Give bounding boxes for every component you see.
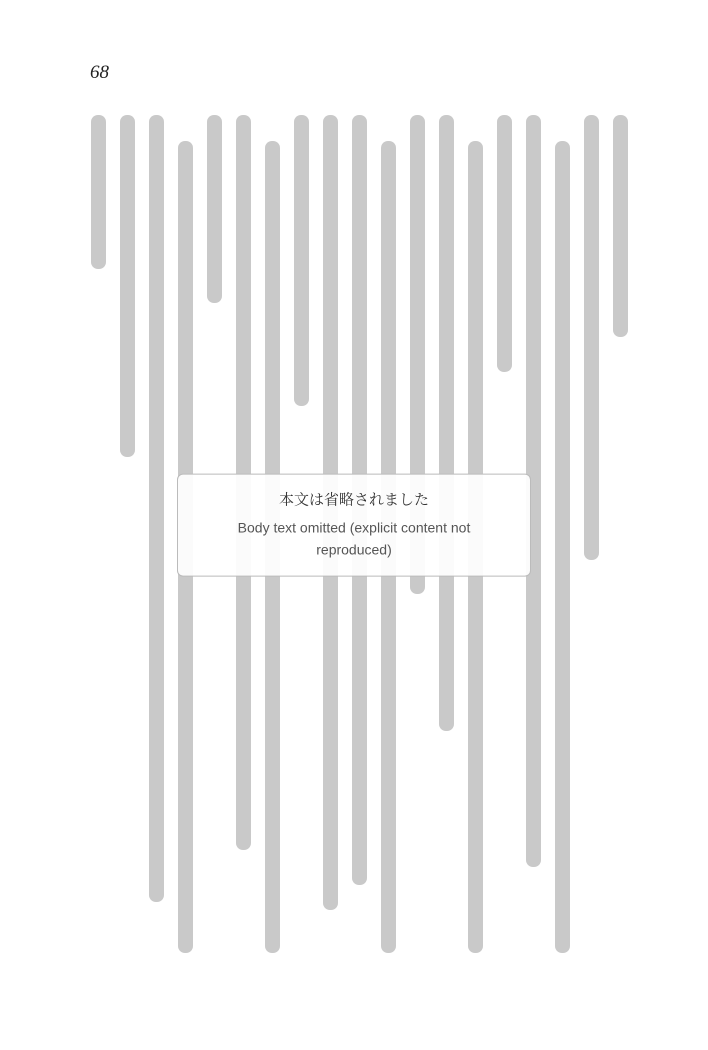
redaction-notice <box>177 474 531 577</box>
text-line-redacted <box>611 115 630 970</box>
text-line-redacted <box>582 115 601 970</box>
redaction-notice-en: Body text omitted (explicit content not reproduced) <box>237 519 471 558</box>
text-line-redacted <box>118 115 137 970</box>
redaction-notice-jp: 本文は省略されました <box>278 491 429 509</box>
page-number: 68 <box>90 62 109 83</box>
text-line-redacted <box>553 115 572 970</box>
text-line-redacted <box>89 115 108 970</box>
text-line-redacted <box>147 115 166 970</box>
